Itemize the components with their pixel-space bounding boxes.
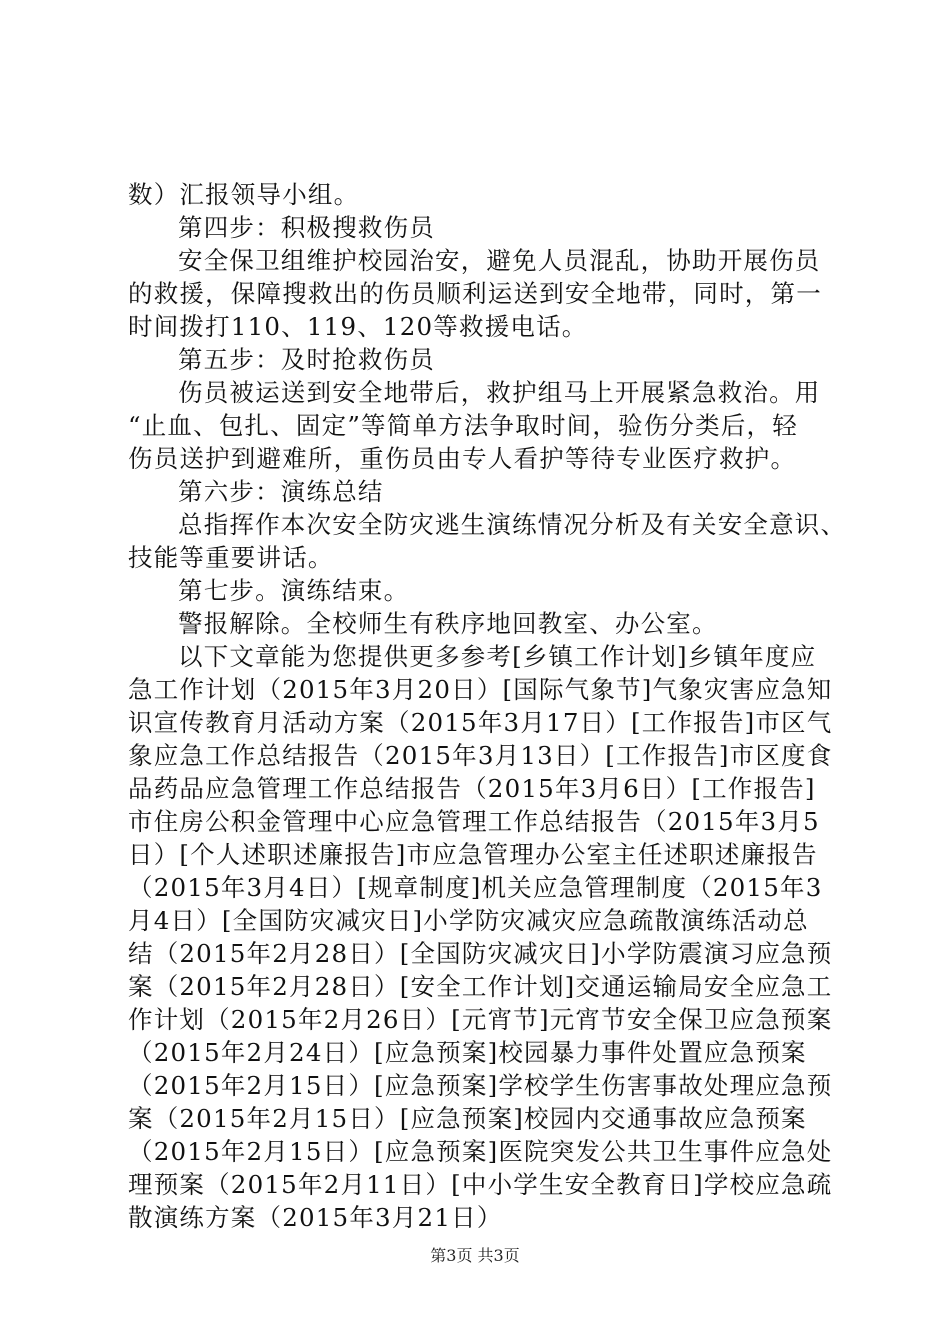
related-articles-line: 理预案（2015年2月11日）[中小学生安全教育日]学校应急疏 bbox=[128, 1170, 833, 1199]
related-articles-line: 象应急工作总结报告（2015年3月13日）[工作报告]市区度食 bbox=[128, 741, 833, 770]
related-articles-line: 案（2015年2月15日）[应急预案]校园内交通事故应急预案 bbox=[128, 1104, 807, 1133]
related-articles-line: 散演练方案（2015年3月21日） bbox=[128, 1203, 503, 1232]
related-articles-line: （2015年3月4日）[规章制度]机关应急管理制度（2015年3 bbox=[128, 873, 823, 902]
related-articles-line: 市住房公积金管理中心应急管理工作总结报告（2015年3月5 bbox=[128, 807, 820, 836]
text-line: 数）汇报领导小组。 bbox=[128, 180, 360, 209]
text-line: 时间拨打110、119、120等救援电话。 bbox=[128, 312, 588, 341]
step-five-heading: 第五步：及时抢救伤员 bbox=[178, 345, 435, 374]
related-articles-line: 以下文章能为您提供更多参考[乡镇工作计划]乡镇年度应 bbox=[178, 642, 817, 671]
step-six-heading: 第六步：演练总结 bbox=[178, 477, 384, 506]
text-line: 警报解除。全校师生有秩序地回教室、办公室。 bbox=[178, 609, 718, 638]
related-articles-line: 结（2015年2月28日）[全国防灾减灾日]小学防震演习应急预 bbox=[128, 939, 833, 968]
text-line: 伤员被运送到安全地带后，救护组马上开展紧急救治。用 bbox=[178, 378, 821, 407]
related-articles-line: （2015年2月24日）[应急预案]校园暴力事件处置应急预案 bbox=[128, 1038, 807, 1067]
related-articles-line: 月4日）[全国防灾减灾日]小学防灾减灾应急疏散演练活动总 bbox=[128, 906, 809, 935]
text-line: 伤员送护到避难所，重伤员由专人看护等待专业医疗救护。 bbox=[128, 444, 797, 473]
text-line: 安全保卫组维护校园治安，避免人员混乱，协助开展伤员 bbox=[178, 246, 821, 275]
related-articles-line: 案（2015年2月28日）[安全工作计划]交通运输局安全应急工 bbox=[128, 972, 833, 1001]
text-line: 技能等重要讲话。 bbox=[128, 543, 334, 572]
related-articles-line: 急工作计划（2015年3月20日）[国际气象节]气象灾害应急知 bbox=[128, 675, 833, 704]
text-line: 的救援，保障搜救出的伤员顺利运送到安全地带，同时，第一 bbox=[128, 279, 822, 308]
text-line: 总指挥作本次安全防灾逃生演练情况分析及有关安全意识、 bbox=[178, 510, 847, 539]
related-articles-line: （2015年2月15日）[应急预案]学校学生伤害事故处理应急预 bbox=[128, 1071, 833, 1100]
related-articles-line: 作计划（2015年2月26日）[元宵节]元宵节安全保卫应急预案 bbox=[128, 1005, 833, 1034]
related-articles-line: 日）[个人述职述廉报告]市应急管理办公室主任述职述廉报告 bbox=[128, 840, 818, 869]
text-line: “止血、包扎、固定”等简单方法争取时间，验伤分类后，轻 bbox=[128, 411, 798, 440]
related-articles-line: 识宣传教育月活动方案（2015年3月17日）[工作报告]市区气 bbox=[128, 708, 833, 737]
step-four-heading: 第四步：积极搜救伤员 bbox=[178, 213, 435, 242]
related-articles-line: （2015年2月15日）[应急预案]医院突发公共卫生事件应急处 bbox=[128, 1137, 833, 1166]
related-articles-line: 品药品应急管理工作总结报告（2015年3月6日）[工作报告] bbox=[128, 774, 816, 803]
page-footer: 第3页 共3页 bbox=[430, 1246, 520, 1265]
step-seven-heading: 第七步。演练结束。 bbox=[178, 576, 410, 605]
